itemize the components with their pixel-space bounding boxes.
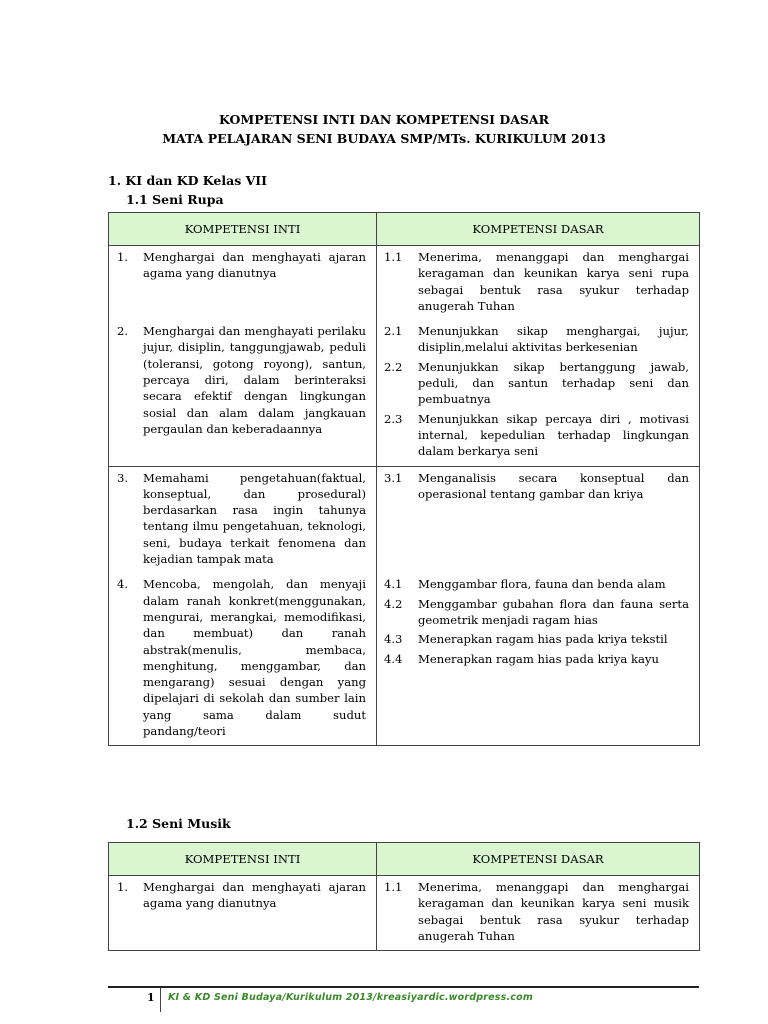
table-row xyxy=(109,320,700,466)
kd-item xyxy=(377,648,699,667)
ki-item xyxy=(109,876,376,912)
kd-item xyxy=(377,593,699,629)
kd-number: 4.1 xyxy=(384,577,403,592)
ki-text: Menghargai dan menghayati ajaran agama yang dianutnya xyxy=(143,250,366,281)
kd-text: Menganalisis secara konseptual dan operasional tentang gambar dan kriya xyxy=(418,470,689,501)
seni-musik-table xyxy=(108,842,700,951)
table-row xyxy=(109,246,700,321)
kd-cell xyxy=(377,246,700,321)
kd-item xyxy=(377,320,699,356)
ki-cell xyxy=(109,876,377,951)
ki-text: Menghargai dan menghayati ajaran agama yang dianutnya xyxy=(143,880,366,911)
kd-number: 1.1 xyxy=(384,250,403,264)
kd-number: 2.2 xyxy=(384,359,403,374)
kd-text: Menunjukkan sikap percaya diri , motivasi internal, kepedulian terhadap lingkungan dalam berkarya seni xyxy=(418,411,689,459)
kd-cell xyxy=(377,320,700,466)
subsection-heading-seni-musik: 1.2 Seni Musik xyxy=(126,816,231,831)
seni-musik-table-body xyxy=(109,876,700,951)
section-heading-kelas-vii: 1. KI dan KD Kelas VII xyxy=(108,173,267,188)
kd-text: Menerapkan ragam hias pada kriya kayu xyxy=(418,651,659,666)
kd-text: Menunjukkan sikap bertanggung jawab, peduli, dan santun terhadap seni dan pembuatnya xyxy=(418,359,689,407)
kd-text: Menunjukkan sikap menghargai, jujur, disiplin,melalui aktivitas berkesenian xyxy=(418,324,689,355)
kd-cell xyxy=(377,876,700,951)
kd-number: 4.2 xyxy=(384,596,403,611)
kd-item xyxy=(377,246,699,314)
ki-text: Memahami pengetahuan(faktual, konseptual, dan prosedural) berdasarkan rasa ingin tahunya tentang ilmu pengetahuan, teknologi, seni, budaya terkait fenomena dan kejadian tampak mata xyxy=(143,470,366,567)
header-kompetensi-dasar: KOMPETENSI DASAR xyxy=(377,843,700,876)
kd-number: 2.3 xyxy=(384,411,403,426)
kd-item xyxy=(377,467,699,503)
ki-item xyxy=(109,320,376,437)
table-row xyxy=(109,466,700,573)
ki-number: 1. xyxy=(117,880,129,894)
kd-number: 3.1 xyxy=(384,470,403,485)
ki-text: Mencoba, mengolah, dan menyaji dalam ranah konkret(menggunakan, mengurai, merangkai, memodifikasi, dan membuat) dan ranah abstrak(menulis, membaca, menghitung, menggambar, dan mengarang) sesuai dengan yang dipelajari di sekolah dan sumber lain yang sama dalam sudut pandang/teori xyxy=(143,577,366,739)
kd-text: Menerima, menanggapi dan menghargai keragaman dan keunikan karya seni rupa sebagai bentuk rasa syukur terhadap anugerah Tuhan xyxy=(418,250,689,313)
kd-item xyxy=(377,408,699,460)
kd-number: 2.1 xyxy=(384,324,403,339)
kd-text: Menerapkan ragam hias pada kriya tekstil xyxy=(418,632,668,647)
footer-rule xyxy=(108,986,699,988)
table-row xyxy=(109,876,700,951)
footer-text: KI & KD Seni Budaya/Kurikulum 2013/kreasiyardic.wordpress.com xyxy=(168,992,533,1003)
kd-text: Menggambar flora, fauna dan benda alam xyxy=(418,577,666,592)
seni-rupa-table-body xyxy=(109,246,700,746)
subsection-heading-seni-rupa: 1.1 Seni Rupa xyxy=(126,192,224,207)
seni-rupa-table xyxy=(108,212,700,746)
ki-text: Menghargai dan menghayati perilaku jujur, disiplin, tanggungjawab, peduli (toleransi, gotong royong), santun, percaya diri, dalam berinteraksi secara efektif dengan lingkungan sosial dan alam dalam jangkauan pergaulan dan keberadaannya xyxy=(143,324,366,436)
header-kompetensi-dasar: KOMPETENSI DASAR xyxy=(377,213,700,246)
ki-cell xyxy=(109,246,377,321)
document-subtitle: MATA PELAJARAN SENI BUDAYA SMP/MTs. KURIKULUM 2013 xyxy=(162,131,606,146)
kd-number: 4.3 xyxy=(384,632,403,647)
table-row xyxy=(109,573,700,745)
table-header-row xyxy=(109,213,700,246)
kd-cell xyxy=(377,466,700,573)
ki-number: 4. xyxy=(117,577,129,592)
ki-number: 2. xyxy=(117,324,129,339)
kd-cell xyxy=(377,573,700,745)
header-kompetensi-inti: KOMPETENSI INTI xyxy=(109,213,377,246)
footer-divider xyxy=(160,988,161,1012)
kd-number: 1.1 xyxy=(384,880,403,894)
kd-text: Menggambar gubahan flora dan fauna serta geometrik menjadi ragam hias xyxy=(418,596,689,627)
ki-cell xyxy=(109,320,377,466)
header-kompetensi-inti: KOMPETENSI INTI xyxy=(109,843,377,876)
kd-item xyxy=(377,876,699,944)
page-number: 1 xyxy=(147,991,155,1004)
ki-item xyxy=(109,246,376,282)
kd-number: 4.4 xyxy=(384,651,403,666)
ki-number: 3. xyxy=(117,470,129,485)
document-title: KOMPETENSI INTI DAN KOMPETENSI DASAR xyxy=(218,112,550,127)
ki-cell xyxy=(109,573,377,745)
ki-cell xyxy=(109,466,377,573)
kd-item xyxy=(377,573,699,592)
kd-item xyxy=(377,356,699,408)
ki-item xyxy=(109,467,376,568)
ki-number: 1. xyxy=(117,250,129,264)
table-header-row xyxy=(109,843,700,876)
kd-item xyxy=(377,628,699,647)
kd-text: Menerima, menanggapi dan menghargai keragaman dan keunikan karya seni musik sebagai bentuk rasa syukur terhadap anugerah Tuhan xyxy=(418,880,689,943)
ki-item xyxy=(109,573,376,739)
